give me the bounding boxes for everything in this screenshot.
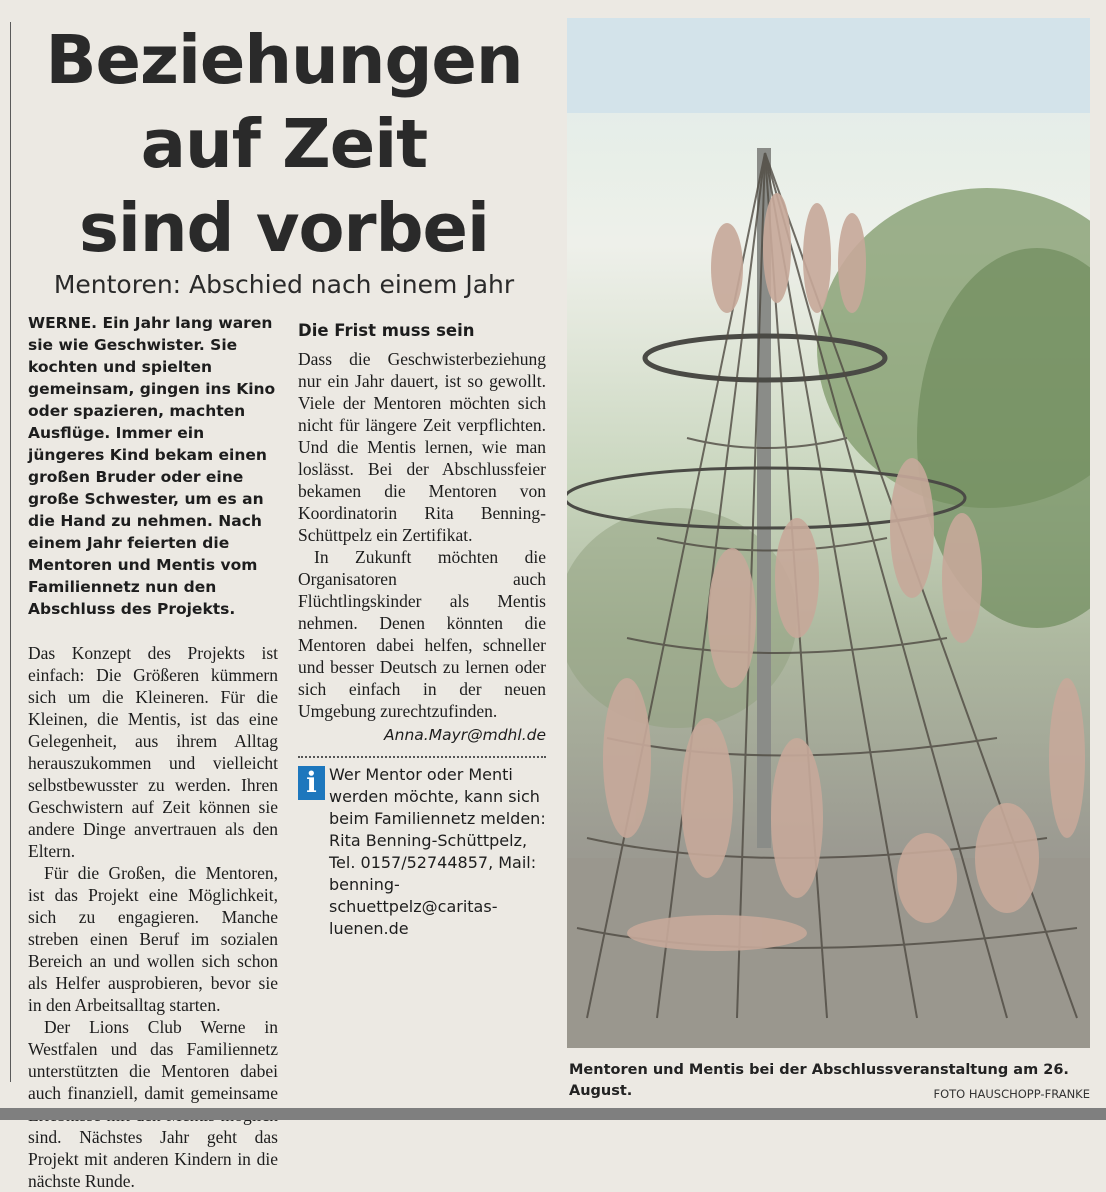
body-paragraph-3: Der Lions Club Werne in Westfalen und das Familiennetz unterstützten die Mentoren dabei auch finanziell, damit gemeinsame sind. Nächstes Jahr geht das Projekt mit anderen Kindern in die nächste Runde. [28,1017,278,1191]
article-column-1 [28,312,278,1192]
body-paragraph-1: Das Konzept des Projekts ist einfach: Die Größeren kümmern sich um die Kleineren. Für die Kleinen, die Mentis, ist das eine Gelegenheit, aus ihrem Alltag herauszukommen und vielleicht selbstbewusster zu werden. Ihren Geschwistern auf Zeit können sie andere Dinge anvertrauen als den Eltern. [28,643,278,861]
lead-text: Ein Jahr lang waren sie wie Geschwister. Sie kochten und spielten gemeinsam, gingen ins Kino oder spazieren, machten Ausflüge. Immer ein jüngeres Kind bekam einen großen Bruder oder eine große Schwester, um es an die Hand zu nehmen. Nach einem Jahr feierten die Mentoren und Mentis vom Familiennetz nun den Abschluss des Projekts. [28,314,276,618]
photo-credit: FOTO HAUSCHOPP-FRANKE [933,1087,1090,1101]
section-subhead: Die Frist muss sein [298,321,475,340]
page-edge [0,1108,1106,1120]
lead-paragraph [28,312,278,620]
headline-line-2: auf Zeit [140,105,428,183]
author-email: Anna.Mayr@mdhl.de [384,726,546,744]
info-icon: i [298,766,325,800]
subheadline: Mentoren: Abschied nach einem Jahr [53,270,515,299]
headline-line-1: Beziehungen [45,21,523,99]
column-rule [10,22,11,1082]
climbing-net-photo-illustration [567,18,1090,1048]
dateline: WERNE. [28,314,98,332]
body-paragraph-2: Für die Großen, die Mentoren, ist das Projekt eine Möglichkeit, sich zu engagieren. Manche streben einen Beruf im sozialen Bereich an und wollen sich schon als Helfer ausprobieren, bevor sie in den Arbeitsalltag starten. [28,863,278,1015]
body-paragraph-4: Dass die Geschwisterbeziehung nur ein Jahr dauert, ist so gewollt. Viele der Mentoren möchten sich nicht für längere Zeit verpflichten. Und die Mentis lernen, wie man loslässt. Bei der Abschlussfeier bekamen die Mentoren von Koordinatorin Rita Benning-Schüttpelz ein Zertifikat. [298,349,546,545]
article-column-2 [298,312,546,940]
article-photo [567,18,1090,1048]
info-box [298,764,546,940]
photo-caption: Mentoren und Mentis bei der Abschlussveranstaltung am 26. August. [569,1062,1069,1099]
body-paragraph-5: In Zukunft möchten die Organisatoren auch Flüchtlingskinder als Mentis nehmen. Denen könnten die Mentoren dabei helfen, schneller und besser Deutsch zu lernen oder sich einfach in der neuen Umgebung zurechtzufinden. [298,547,546,721]
headline-line-3: sind vorbei [79,189,489,267]
headline [24,18,544,270]
dotted-divider [298,756,546,758]
info-text: Wer Mentor oder Menti werden möchte, kann sich beim Familiennetz melden: Rita Benning-Schüttpelz, Tel. 0157/52744857, Mail: benning-schuettpelz@caritas-luenen.de [329,765,546,938]
